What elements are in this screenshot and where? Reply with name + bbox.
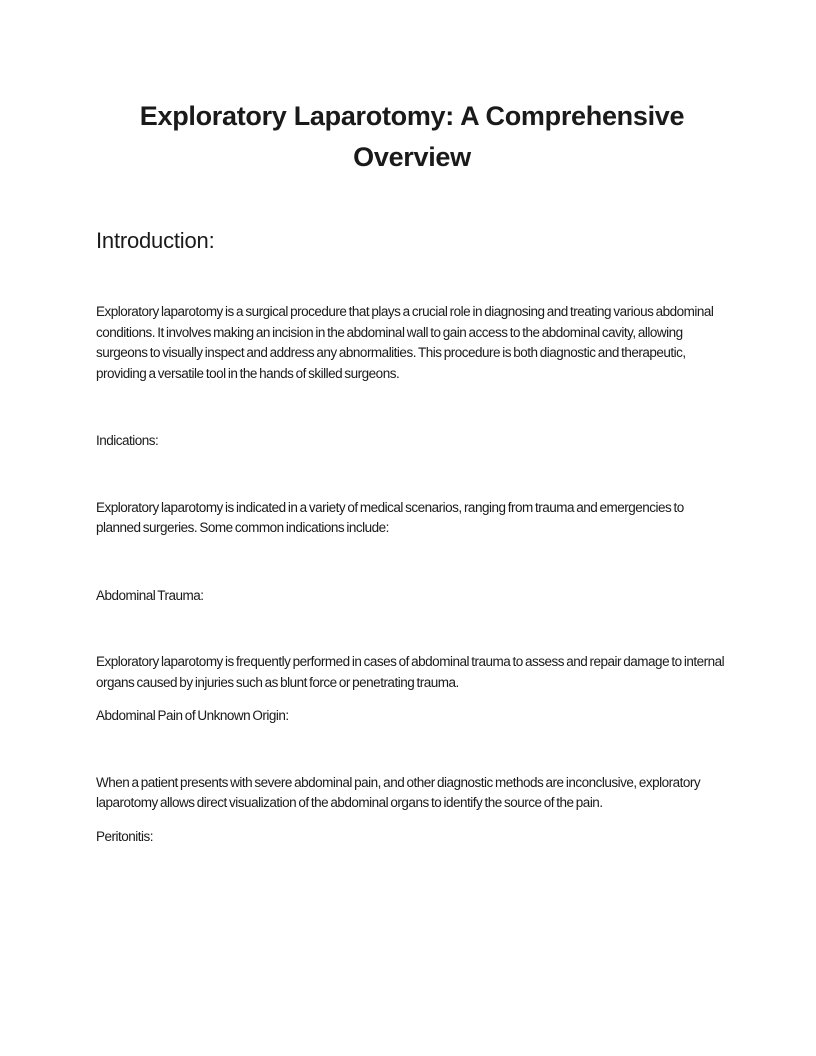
paragraph-indications-body: Exploratory laparotomy is indicated in a variety of medical scenarios, ranging from trauma and emergencies to planned surgeries. Some common indications include: xyxy=(96,499,684,535)
paragraph-introduction-body: Exploratory laparotomy is a surgical procedure that plays a crucial role in diagnosing and treating various abdominal conditions. It involves making an incision in the abdominal wall to gain access to the abdominal cavity, allowing surgeons to visually inspect and address any abnormalities. This procedure is both diagnostic and therapeutic, providing a versatile tool in the hands of skilled surgeons. xyxy=(96,304,714,381)
heading-indications: Indications: xyxy=(96,433,159,448)
heading-peritonitis: Peritonitis: xyxy=(96,828,154,844)
heading-introduction: Introduction: xyxy=(96,228,215,253)
heading-abdominal-trauma: Abdominal Trauma: xyxy=(96,587,204,603)
paragraph-abdominal-pain-body: When a patient presents with severe abdominal pain, and other diagnostic methods are inconclusive, exploratory laparotomy allows direct visualization of the abdominal organs to identify the source of the pain. xyxy=(96,774,701,810)
document-title: Exploratory Laparotomy: A Comprehensive Overview xyxy=(139,101,685,172)
heading-abdominal-pain-of-unknown-origin: Abdominal Pain of Unknown Origin: xyxy=(96,708,289,723)
paragraph-abdominal-trauma-body: Exploratory laparotomy is frequently performed in cases of abdominal trauma to assess and repair damage to internal organs caused by injuries such as blunt force or penetrating trauma. xyxy=(96,654,725,690)
